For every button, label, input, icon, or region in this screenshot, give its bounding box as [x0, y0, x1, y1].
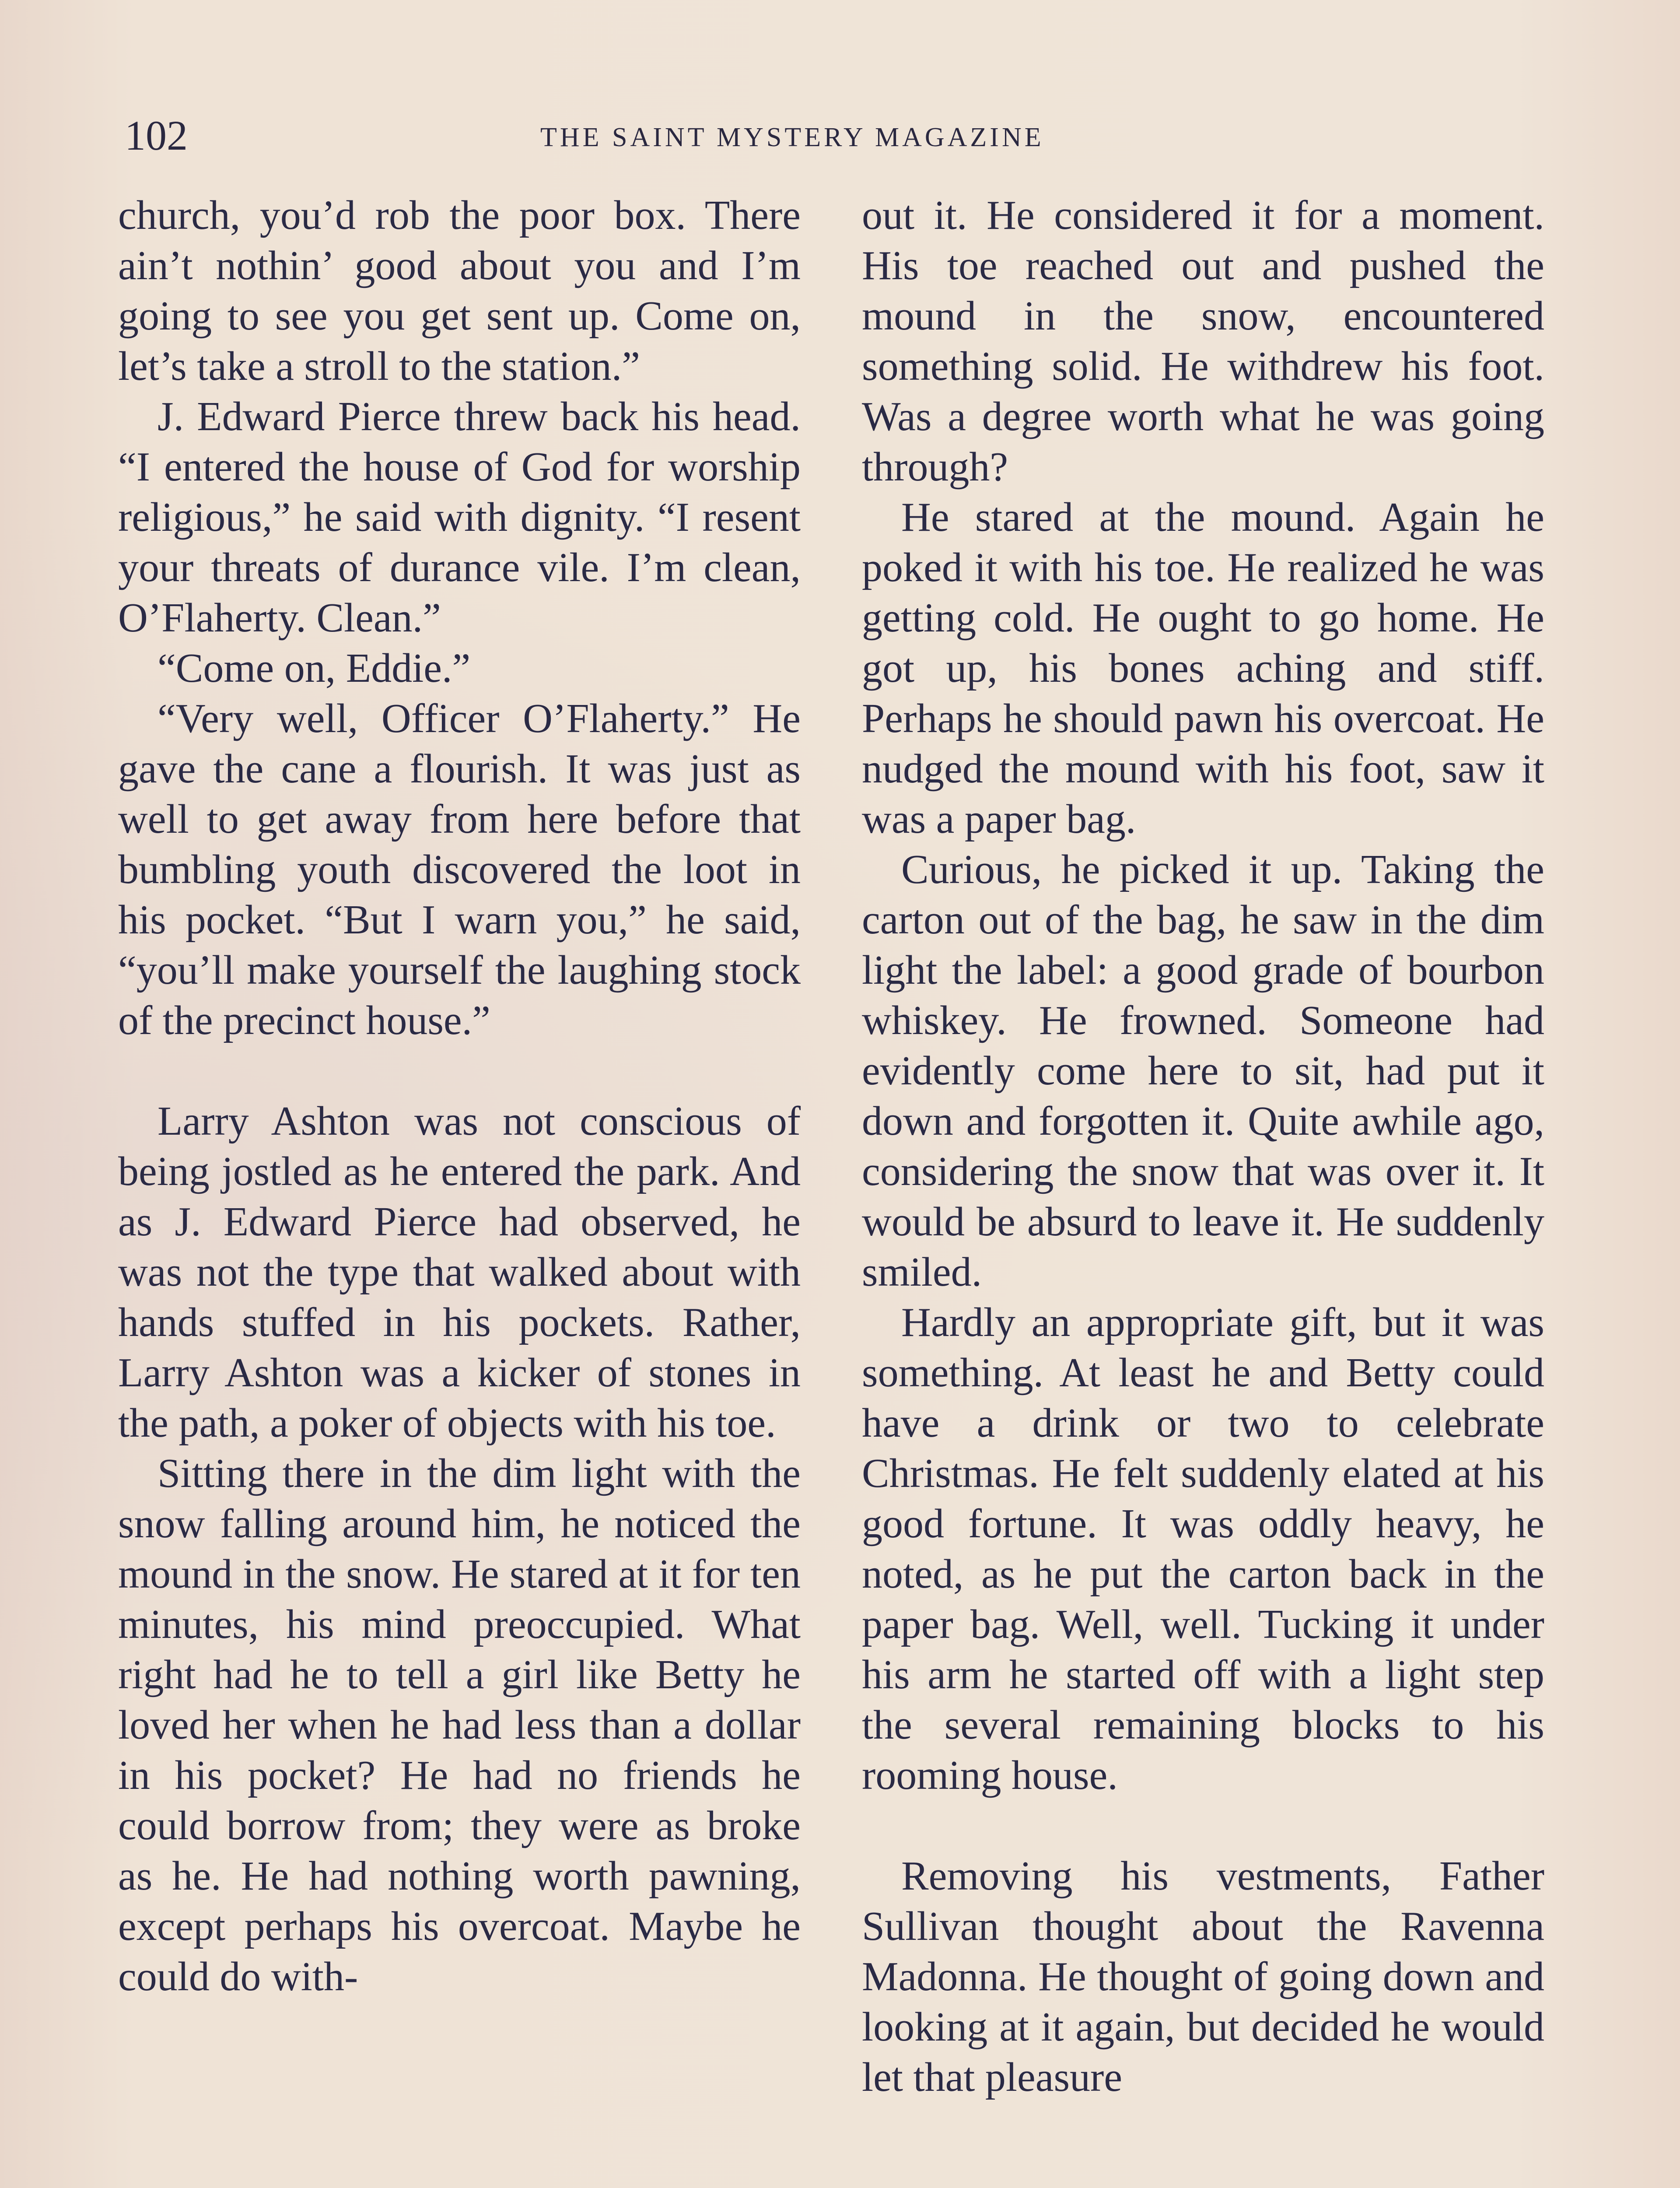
- running-title: THE SAINT MYSTERY MAGAZINE: [540, 123, 1044, 152]
- paragraph: J. Edward Pierce threw back his head. “I entered the house of God for worship religious,” he said with dignity. “I resent your threats of durance vile. I’m clean, O’Flaherty. Clean.”: [118, 394, 801, 641]
- paragraph: “Very well, Officer O’Flaherty.” He gave the cane a flourish. It was just as well to get away from here before that bumbling youth discovered the loot in his pocket. “But I warn you,” he said, “you’ll make yourself the laughing stock of the precinct house.”: [118, 696, 801, 1043]
- paragraph: He stared at the mound. Again he poked it with his toe. He realized he was getting cold. He ought to go home. He got up, his bones aching and stiff. Perhaps he should pawn his overcoat. He nudged the mound with his foot, saw it was a paper bag.: [862, 494, 1544, 842]
- paragraph: “Come on, Eddie.”: [158, 645, 471, 691]
- paragraph: Removing his vestments, Father Sullivan thought about the Ravenna Madonna. He thought of going down and looking at it again, but decided he would let that pleasure: [862, 1853, 1544, 2100]
- paragraph: Hardly an appropriate gift, but it was something. At least he and Betty could have a drink or two to celebrate Christmas. He felt suddenly elated at his good fortune. It was oddly heavy, he noted, as he put the carton back in the paper bag. Well, well. Tucking it under his arm he started off with a light step the several remaining blocks to his rooming house.: [862, 1300, 1544, 1798]
- page-number: 102: [125, 112, 188, 159]
- right-column: [862, 190, 1544, 2103]
- paragraph: church, you’d rob the poor box. There ain’t nothin’ good about you and I’m going to see you get sent up. Come on, let’s take a stroll to the station.”: [118, 193, 801, 389]
- paragraph: Curious, he picked it up. Taking the carton out of the bag, he saw in the dim light the label: a good grade of bourbon whiskey. He frowned. Someone had evidently come here to sit, had put it down and forgotten it. Quite awhile ago, considering the snow that was over it. It would be absurd to leave it. He suddenly smiled.: [862, 847, 1544, 1295]
- paragraph: Larry Ashton was not conscious of being jostled as he entered the park. And as J. Edward Pierce had observed, he was not the type that walked about with hands stuffed in his pockets. Rather, Larry Ashton was a kicker of stones in the path, a poker of objects with his toe.: [118, 1098, 801, 1446]
- paragraph: out it. He considered it for a moment. His toe reached out and pushed the mound in the snow, encountered something solid. He withdrew his foot. Was a degree worth what he was going through?: [862, 193, 1544, 490]
- left-column: [118, 190, 801, 2002]
- page-header: [125, 112, 1564, 160]
- paragraph: Sitting there in the dim light with the snow falling around him, he noticed the mound in the snow. He stared at it for ten minutes, his mind preoccupied. What right had he to tell a girl like Betty he loved her when he had less than a dollar in his pocket? He had no friends he could borrow from; they were as broke as he. He had nothing worth pawning, except perhaps his overcoat. Maybe he could do with-: [118, 1451, 801, 1999]
